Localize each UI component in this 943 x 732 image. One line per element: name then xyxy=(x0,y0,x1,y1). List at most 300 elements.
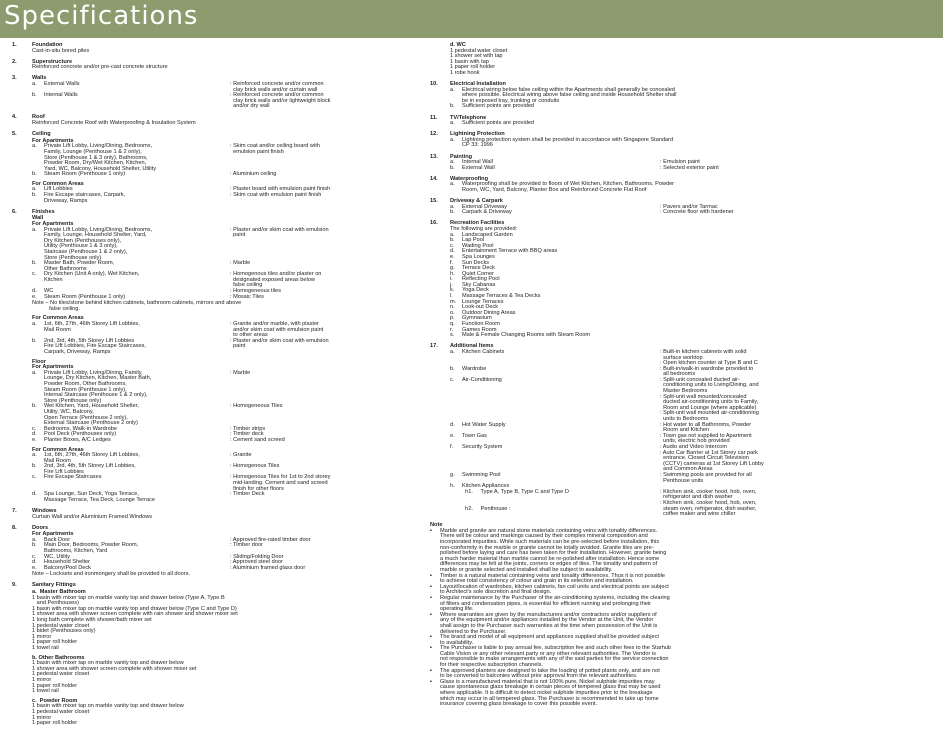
section-body xyxy=(32,526,416,578)
note-text: Regular maintenance by the Purchaser of the air-conditioning systems, including the clearing of filters and condensation pipes, is essential for efficient running and prolonging their operating life. xyxy=(440,594,670,613)
section-body xyxy=(450,155,936,172)
spec-row-item: Landscaped Garden xyxy=(462,231,513,238)
spec-line: 1 paper roll holder xyxy=(450,64,496,71)
spec-row-item: Hot Water Supply xyxy=(462,421,506,428)
spec-row-value: : Audio and Video Intercom : Auto Car Barrier at 1st Storey car park entrance. Closed Circuit Television (CCTV) cameras at 1st Storey Lift Lobby and Common Areas xyxy=(660,444,764,473)
note-item xyxy=(430,646,936,668)
spec-row-item: Bedrooms, Walk-in Wardrobe xyxy=(44,425,117,432)
spec-row-item: Spa Lounge, Sun Deck, Yoga Terrace, Massage Terrace, Tea Deck, Lounge Terrace xyxy=(44,491,156,503)
note-text: The approved planters are designed to take the loading of potted plants only, and are not to be converted to balconies without prior approval from the relevant authorities. xyxy=(440,667,660,680)
spec-section xyxy=(430,116,936,127)
spec-row xyxy=(450,333,936,339)
spec-line: 1 basin with mixer tap on marble vanity top and drawer below (Type C and Type D) xyxy=(32,605,237,612)
bullet-icon: ▪ xyxy=(430,594,432,601)
spec-row-letter: a. xyxy=(450,136,455,143)
spec-line: 1 pedestal water closet xyxy=(450,47,508,54)
note-text: Marble and granite are natural stone materials containing veins with tonality differences. There will be colour and markings caused by their complex mineral composition and incorporated impurities. While such materials can be pre-selected before installation, this non-conformity in the marble or granite cannot be totally avoided. Granite tiles are pre- polished before laying and care has been taken for their installation. However, granite being a much harder material than marble cannot be re-polished after installation. Hence some differences may be felt at the joints, corners or edges of tiles. The tonality and pattern of marble or granite selected and installed shall be subject to availability. xyxy=(440,527,667,573)
spec-row-item: Sky Cabanas xyxy=(462,281,496,288)
spec-row-value: : Emulsion paint xyxy=(660,159,700,166)
spec-row-item: Internal Walls xyxy=(44,92,78,99)
spec-row-letter: r. xyxy=(450,326,454,333)
section-number: 1. xyxy=(12,42,17,48)
spec-row-value: : Concrete floor with hardener xyxy=(660,209,734,216)
subsection-heading: a. Master Bathroom xyxy=(32,589,86,596)
spec-line: 1 basin with mixer tap on marble vanity top and drawer below xyxy=(32,703,184,710)
section-body xyxy=(32,60,416,71)
spec-row-item: Gymnasium xyxy=(462,315,492,322)
subsection-heading: For Apartments xyxy=(32,137,74,144)
spec-row-item: Main Door, Bedrooms, Powder Room, Bathrooms, Kitchen, Yard xyxy=(44,542,139,554)
section-number: 2. xyxy=(12,58,17,65)
spec-row-item: Reflecting Pool xyxy=(462,276,500,283)
spec-row-item: Balcony/Pool Deck xyxy=(44,564,91,571)
spec-line: Curtain Wall and/or Aluminium Framed Windows xyxy=(32,513,153,520)
spec-line: 1 basin with mixer tap on marble vanity top and drawer below xyxy=(32,660,184,667)
spec-line: 1 bidet (Penthouses only) xyxy=(32,628,96,635)
spec-row-letter: e. xyxy=(32,436,37,443)
title-banner xyxy=(0,0,943,38)
spec-row-letter: b. xyxy=(32,463,37,470)
spec-row-letter: b. xyxy=(32,192,37,199)
spec-row-value: : Hot water to all Bathrooms, Powder Room and Kitchen xyxy=(660,421,752,434)
spec-section xyxy=(430,132,936,149)
spec-section xyxy=(12,76,416,110)
bullet-icon: ▪ xyxy=(430,527,432,534)
section-heading: d. WC xyxy=(450,42,466,48)
spec-row xyxy=(32,404,416,426)
spec-line: and Penthouses) xyxy=(32,600,79,607)
spec-row-item: Fire Escape Staircases xyxy=(44,474,102,481)
section-body xyxy=(450,344,936,517)
spec-line: 1 robe hook xyxy=(450,69,480,76)
spec-row-letter: h. xyxy=(450,270,455,277)
subsection-heading: For Common Areas xyxy=(32,446,84,453)
note-item xyxy=(430,613,936,635)
section-heading: Waterproofing xyxy=(450,175,489,182)
section-heading: Finishes xyxy=(32,208,55,215)
section-number: 15. xyxy=(430,198,438,205)
spec-row-item: Household Shelter xyxy=(44,559,91,566)
section-body xyxy=(32,76,416,110)
spec-row-item: Pool Deck (Penthouses only) xyxy=(44,431,117,438)
spec-row-letter: i. xyxy=(450,276,453,283)
section-body xyxy=(450,43,936,77)
spec-row-item: WC, Utility xyxy=(44,553,71,560)
section-heading: Windows xyxy=(32,507,57,514)
spec-row-letter: b. xyxy=(32,92,37,99)
spec-row-letter: b. xyxy=(450,209,455,216)
spec-row-item: Games Room xyxy=(462,326,497,333)
spec-row-item: Male & Female Changing Rooms with Steam Room xyxy=(462,332,591,339)
spec-row-value: : Town gas not supplied to Apartment units, electric hob provided xyxy=(660,432,752,445)
spec-row-value: : Homogenous Tiles xyxy=(230,463,280,470)
spec-row xyxy=(450,210,936,216)
subsection-heading: Wall For Apartments xyxy=(32,215,74,227)
spec-line: 1 pedestal water closet xyxy=(32,622,90,629)
note-text: Glass is a manufactured material that is not 100% pure. Nickel sulphide impurities may cause spontaneous glass breakage in certain pieces of tempered glass that may be used where applicable. It is difficult to detect nickel sulphide impurities prior to the breakage which may occur in all tempered glass. The Purchaser is recommended to take up home insurance covering glass breakage to cover this possible event. xyxy=(440,678,661,708)
section-body xyxy=(450,82,936,110)
section-heading: Sanitary Fittings xyxy=(32,582,76,589)
spec-row-letter: a. xyxy=(450,120,455,127)
spec-line: 1 paper roll holder xyxy=(32,639,78,646)
spec-row-value: : Homogeneous Tiles xyxy=(230,403,283,410)
spec-row-value: : Plaster board with emulsion paint finish xyxy=(230,186,331,193)
spec-row-item: Lap Pool xyxy=(462,237,485,244)
spec-row xyxy=(32,82,416,93)
spec-row-item: Internal Wall xyxy=(462,159,493,166)
spec-row-letter: a. xyxy=(32,80,37,87)
spec-row-letter: d. xyxy=(32,559,37,566)
spec-line: Reinforced concrete and/or pre-cast concrete structure xyxy=(32,64,168,71)
spec-row xyxy=(450,445,936,473)
spec-row-item: External Wall xyxy=(462,164,495,171)
spec-row-value: : Cement sand screed xyxy=(230,436,285,443)
spec-row-item: Kitchen Cabinets xyxy=(462,348,505,355)
note-item xyxy=(430,529,936,574)
spec-row-item: External Walls xyxy=(44,80,80,87)
spec-row-item: Look-out Deck xyxy=(462,304,499,311)
spec-row-item: Dry Kitchen (Unit A only), Wet Kitchen, Kitchen xyxy=(44,271,140,283)
spec-line: 1 shower set with tap xyxy=(450,53,503,60)
section-number: 17. xyxy=(430,343,438,350)
spec-row-item: Planter Boxes, A/C Ledges xyxy=(44,436,111,443)
spec-section xyxy=(430,82,936,110)
spec-row-letter: l. xyxy=(450,293,453,300)
spec-row-value: : Mosaic Tiles xyxy=(230,293,264,300)
spec-row-letter: b. xyxy=(32,403,37,410)
spec-section xyxy=(12,583,416,726)
section-heading: Ceiling xyxy=(32,131,51,138)
spec-row xyxy=(450,182,936,193)
spec-line: 1 pedestal water closet xyxy=(32,708,90,715)
spec-row-item: 1st, 6th, 27th, 46th Storey Lift Lobbies, Mail Room xyxy=(44,452,140,464)
notes-heading: Note xyxy=(430,522,443,529)
bullet-icon: ▪ xyxy=(430,611,432,618)
spec-row-value: : Sliding/Folding Door xyxy=(230,553,284,560)
spec-section xyxy=(12,115,416,126)
right-column xyxy=(430,43,936,708)
spec-section xyxy=(430,221,936,338)
spec-row-value: : Marble xyxy=(230,260,251,267)
section-note: Note – No tiles/stone behind kitchen cabinets, bathroom cabinets, mirrors and above false ceiling. xyxy=(32,300,242,312)
spec-line: 1 shower area with shower screen complete with shower mixer set xyxy=(32,665,197,672)
spec-line: 1 pedestal water closet xyxy=(32,671,90,678)
section-heading: Lightning Protection xyxy=(450,131,505,138)
section-number: 3. xyxy=(12,75,17,82)
spec-row-value: : Homogenous Tiles for 1st to 2nd storey mid-landing. Cement and sand screed finish for other floors xyxy=(230,474,331,492)
left-column xyxy=(12,43,416,732)
spec-row-letter: d. xyxy=(32,491,37,498)
spec-row xyxy=(450,484,936,518)
spec-row xyxy=(32,272,416,289)
spec-row-value: : Granite xyxy=(230,452,252,459)
spec-row-item: Air-Conditioning xyxy=(462,376,502,383)
section-heading: Superstructure xyxy=(32,58,73,65)
spec-row-letter: n. xyxy=(450,304,455,311)
spec-row-letter: a. xyxy=(32,369,37,376)
spec-row xyxy=(450,166,936,172)
spec-row-item: 1st, 6th, 27th, 46th Storey Lift Lobbies, Mail Room xyxy=(44,321,140,333)
spec-row-letter: a. xyxy=(450,203,455,210)
spec-row-item: Wet Kitchen, Yard, Household Shelter, Utility, WC, Balcony, Open Terrace (Penthouse 2 only), External Staircase (Penthouse 2 only) xyxy=(44,403,139,427)
section-number: 10. xyxy=(430,81,438,88)
spec-row-letter: c. xyxy=(450,376,455,383)
spec-row-item: Massage Terraces & Tea Decks xyxy=(462,293,541,300)
spec-row-item: Lift Lobbies xyxy=(44,186,73,193)
bullet-icon: ▪ xyxy=(430,583,432,590)
spec-row-value: : Aluminium framed glass door xyxy=(230,564,306,571)
section-heading: Walls xyxy=(32,75,47,82)
page-title: Specifications xyxy=(4,1,199,31)
subsection-heading: For Common Areas xyxy=(32,180,84,187)
spec-line: 1 basin with mixer tap on marble vanity top and drawer below (Type A, Type B xyxy=(32,594,225,601)
section-number: 13. xyxy=(430,153,438,160)
spec-row-letter: f. xyxy=(450,444,454,450)
spec-row-letter: q. xyxy=(450,321,455,328)
spec-row xyxy=(32,144,416,172)
spec-row-letter: a. xyxy=(32,226,37,233)
note-item xyxy=(430,596,936,613)
spec-row-value: : Timber door xyxy=(230,542,263,549)
spec-row-letter: a. xyxy=(32,186,37,193)
spec-row-letter: d. xyxy=(32,288,37,295)
spec-row xyxy=(450,121,936,127)
spec-row-letter: c. xyxy=(32,474,37,481)
spec-row-letter: m. xyxy=(450,298,457,305)
section-number: 9. xyxy=(12,582,17,589)
spec-section xyxy=(12,60,416,71)
spec-section xyxy=(430,43,936,77)
section-heading: Doors xyxy=(32,524,49,531)
spec-row-item: Function Room xyxy=(462,321,500,328)
spec-row-item: Lightning protection system shall be provided in accordance with Singapore Standard CP 33: 1996 xyxy=(462,136,674,149)
spec-line: 1 mirror xyxy=(32,714,52,721)
spec-line: Cast-in-situ bored piles xyxy=(32,47,90,54)
section-body xyxy=(450,221,936,338)
spec-row-letter: a. xyxy=(32,143,37,150)
spec-row-value: : Kitchen sink, cooker hood, hob, oven, refrigerator and dish washer : Kitchen sink, cooker hood, hob, oven, steam oven, refrigerator, dish washer, coffee maker and wine chiller xyxy=(660,488,757,518)
spec-row-item: Security System xyxy=(462,444,503,450)
subsection-heading: c. Powder Room xyxy=(32,697,78,704)
spec-row-value: : Approved fire-rated timber door xyxy=(230,536,311,543)
spec-row-letter: a. xyxy=(32,452,37,459)
spec-row-item: Fire Escape staircases, Carpark, Driveway, Ramps xyxy=(44,192,126,204)
spec-row xyxy=(32,475,416,492)
spec-row-letter: a. xyxy=(450,231,455,238)
spec-row-item: Swimming Pool xyxy=(462,471,501,478)
spec-row xyxy=(450,104,936,110)
spec-row-item: Quiet Corner xyxy=(462,270,495,277)
spec-row-item: Carpark & Driveway xyxy=(462,209,512,216)
spec-row-item: Outdoor Dining Areas xyxy=(462,309,516,316)
spec-section xyxy=(430,199,936,216)
spec-row-value: : Selected exterior paint xyxy=(660,164,719,171)
spec-row-item: WC xyxy=(44,288,54,295)
spec-row xyxy=(32,172,416,178)
spec-row-letter: k. xyxy=(450,287,455,294)
spec-row-value: : Granite and/or marble, with plaster and/or skim coat with emulsion paint to other areas xyxy=(230,321,324,339)
bullet-icon: ▪ xyxy=(430,667,432,674)
spec-section xyxy=(12,210,416,504)
spec-row-item: Master Bath, Powder Room, Other Bathrooms xyxy=(44,260,115,272)
spec-section xyxy=(12,509,416,520)
section-number: 7. xyxy=(12,507,17,514)
spec-row xyxy=(32,339,416,356)
spec-row-value: : Homogenous tiles and/or plaster on designated exposed areas below false ceiling xyxy=(230,271,322,289)
spec-row-item: External Driveway xyxy=(462,203,508,210)
spec-line: 1 mirror xyxy=(32,676,52,683)
section-body xyxy=(32,583,416,726)
section-heading: Driveway & Carpark xyxy=(450,198,503,205)
spec-row-value: : Reinforced concrete and/or common clay brick walls and/or lightweight block and/or dry wall xyxy=(230,92,331,110)
spec-section xyxy=(430,155,936,172)
spec-row-item: Sufficient points are provided xyxy=(462,120,535,127)
section-body xyxy=(32,509,416,520)
note-text: The Purchaser is liable to pay annual fee, subscription fee and such other fees to the Starhub Cable Vision or any other relevant party or any other relevant authorities. The Vendor is not responsible to make arrangements with any of the said parties for the service connection for their respective subscription channels. xyxy=(440,645,672,669)
section-heading: Recreation Facilities xyxy=(450,220,505,227)
spec-row-value: : Built-in/walk-in wardrobe provided to all bedrooms xyxy=(660,365,754,378)
spec-row-letter: o. xyxy=(450,309,455,316)
section-note: Note – Locksets and ironmongery shall be provided to all doors. xyxy=(32,571,190,578)
spec-row-letter: a. xyxy=(450,159,455,166)
bullet-icon: ▪ xyxy=(430,572,432,579)
spec-row-value: : Built-in kitchen cabinets with solid surface worktop : Open kitchen counter at Type B and C xyxy=(660,348,758,367)
spec-row-item: Sun Decks xyxy=(462,259,490,266)
section-body xyxy=(450,132,936,149)
spec-row-item: Private Lift Lobby, Living/Dining, Bedrooms, Family, Lounge, Household Shelter, Yard, Dry Kitchen (Penthouses only), Utility (Penthouse 1 & 3 only), Staircase (Penthouse 1 & 2 only), Store (Penthouse only) xyxy=(44,226,153,261)
spec-row-item: Lounge Terraces xyxy=(462,298,504,305)
spec-row-value: : Swimming pools are provided for all Penthouse units xyxy=(660,471,752,484)
section-body xyxy=(450,199,936,216)
spec-row-value: : Homogeneous tiles xyxy=(230,288,281,295)
spec-row xyxy=(32,193,416,204)
section-number: 11. xyxy=(430,114,438,121)
spec-row-letter: b. xyxy=(32,337,37,344)
spec-row-letter: b. xyxy=(32,260,37,267)
bullet-icon: ▪ xyxy=(430,645,432,652)
spec-row xyxy=(450,138,936,149)
section-body xyxy=(32,115,416,126)
spec-row-letter: b. xyxy=(450,237,455,244)
spec-line: 1 mirror xyxy=(32,633,52,640)
spec-row-letter: e. xyxy=(32,564,37,571)
spec-row-item: Kitchen Appliances h1. Type A, Type B, Type C and Type D h2. Penthouse : xyxy=(462,483,569,512)
spec-row xyxy=(32,228,416,262)
spec-row-value: : Skim coat with emulsion paint finish xyxy=(230,192,322,199)
spec-row-letter: d. xyxy=(32,431,37,438)
spec-row-letter: b. xyxy=(450,103,455,110)
spec-row-item: Town Gas xyxy=(462,432,487,439)
spec-row-item: Private Lift Lobby, Living/Dining, Family, Lounge, Dry Kitchen, Kitchen, Master Bath, Powder Room, Other Bathrooms, Steam Room (Penthouse 1 only), Internal Staircase (Penthouse 1 & 2 only), Store (Penthouse only) xyxy=(44,369,152,404)
spec-section xyxy=(12,43,416,54)
spec-row xyxy=(450,378,936,423)
spec-section xyxy=(12,132,416,204)
section-heading: Roof xyxy=(32,114,45,121)
spec-row-letter: d. xyxy=(450,421,455,428)
spec-section xyxy=(12,526,416,578)
spec-row-letter: c. xyxy=(32,425,37,432)
subsection-heading: For Common Areas xyxy=(32,315,84,322)
spec-row-item: 2nd, 3rd, 4th, 5th Storey Lift Lobbies Fire Lift Lobbies, Fire Escape Staircases, Carpark, Driveway, Ramps xyxy=(44,337,146,355)
note-text: Where warranties are given by the manufacturers and/or contractors and/or suppliers of any of the equipment and/or appliances installed by the Vendor at the Unit, the Vendor shall assign to the Purchaser such warranties at the time when possession of the Unit is delivered to the Purchaser. xyxy=(440,611,658,635)
spec-row-item: Steam Room (Penthouse 1 only) xyxy=(44,171,126,178)
section-heading: Foundation xyxy=(32,42,63,48)
section-number: 8. xyxy=(12,524,17,531)
spec-row-letter: f. xyxy=(450,259,454,266)
section-body xyxy=(32,210,416,504)
spec-row-value: : Split-unit concealed ducted air- conditioning units to Living/Dining, and Master Bedrooms : Split-unit wall mounted/concealed ducted air-conditioning units to Family, Room and Lounge (where applicable) : Split-unit wall mounted air-conditioning units to Bedrooms xyxy=(660,376,759,423)
section-heading: Additional Items xyxy=(450,343,494,350)
section-number: 16. xyxy=(430,220,438,227)
section-number: 14. xyxy=(430,175,438,182)
section-number: 5. xyxy=(12,131,17,138)
spec-row-letter: e. xyxy=(32,293,37,300)
spec-row-item: Electrical wiring below false ceiling within the Apartments shall generally be concealed where possible. Electrical wiring above false ceiling and inside Household Shelter shall be in exposed tray, trunking or conduits xyxy=(462,86,677,104)
section-number: 6. xyxy=(12,208,17,215)
spec-row-item: Steam Room (Penthouse 1 only) xyxy=(44,293,126,300)
spec-section xyxy=(430,177,936,194)
bullet-icon: ▪ xyxy=(430,678,432,685)
spec-row xyxy=(32,93,416,110)
section-number: 12. xyxy=(430,131,438,138)
spec-row xyxy=(32,492,416,503)
spec-line: 1 paper roll holder xyxy=(32,720,78,727)
spec-row-letter: b. xyxy=(450,164,455,171)
spec-row-letter: j. xyxy=(450,281,453,288)
spec-line: 1 towel rail xyxy=(32,688,59,695)
spec-row xyxy=(450,88,936,105)
spec-line: 1 basin with tap xyxy=(450,58,489,65)
spec-row-letter: g. xyxy=(450,471,455,478)
spec-line: 1 shower area with shower screen complete with rain shower and shower mixer set xyxy=(32,611,238,618)
spec-row-item: Wardrobe xyxy=(462,365,487,372)
spec-row-value: : Marble xyxy=(230,369,251,376)
spec-row-letter: c. xyxy=(32,553,37,560)
spec-row-value: : Aluminium ceiling xyxy=(230,171,277,178)
spec-row-letter: p. xyxy=(450,315,455,322)
section-heading: Painting xyxy=(450,153,473,160)
note-item xyxy=(430,680,936,708)
spec-row-value: : Timber deck xyxy=(230,431,264,438)
spec-row-item: Sufficient points are provided xyxy=(462,103,535,110)
spec-row-item: 2nd, 3rd, 4th, 5th Storey Lift Lobbies, Fire Lift Lobbies xyxy=(44,463,136,475)
spec-row-letter: d. xyxy=(450,248,455,255)
spec-row xyxy=(32,543,416,554)
spec-row-letter: a. xyxy=(450,348,455,355)
note-text: The brand and model of all equipment and appliances supplied shall be provided subject to availability. xyxy=(440,634,659,646)
spec-line: 1 long bath complete with shower/bath mixer set xyxy=(32,617,152,624)
section-heading: TV/Telephone xyxy=(450,114,487,121)
spec-row-item: Yoga Deck xyxy=(462,287,489,294)
spec-row-value: : Reinforced concrete and/or common clay brick walls and/or curtain wall xyxy=(230,80,324,93)
spec-row-item: Terrace Deck xyxy=(462,265,495,272)
spec-row xyxy=(32,322,416,339)
spec-row-value: : Pavers and/or Tarmac xyxy=(660,203,718,210)
spec-row-letter: b. xyxy=(32,171,37,178)
note-text: Timber is a natural material containing veins and tonality differences. Thus it is not possible to achieve total consistency of colour and grain in its selection and installation. xyxy=(440,572,666,585)
spec-row-value: : Plaster and/or skim coat with emulsion paint xyxy=(230,337,329,350)
spec-row-item: Private Lift Lobby, Living/Dining, Bedrooms, Family, Lounge (Penthouse 1 & 2 only), Store (Penthouse 1 & 3 only), Bathrooms, Powder Room, Dry/Wet Kitchen, Kitchen, Yard, WC, Balcony, Household Shelter, Utility xyxy=(44,143,157,172)
spec-row-value: : Skim coat and/or ceiling board with emulsion paint finish xyxy=(230,143,320,155)
spec-row-letter: e. xyxy=(450,432,455,439)
section-body xyxy=(32,43,416,54)
spec-row-letter: a. xyxy=(32,536,37,543)
spec-row-letter: a. xyxy=(450,86,455,93)
spec-row-item: Back Door xyxy=(44,536,71,543)
spec-row-letter: e. xyxy=(450,253,455,260)
section-body xyxy=(450,177,936,194)
spec-row-letter: a. xyxy=(32,321,37,328)
